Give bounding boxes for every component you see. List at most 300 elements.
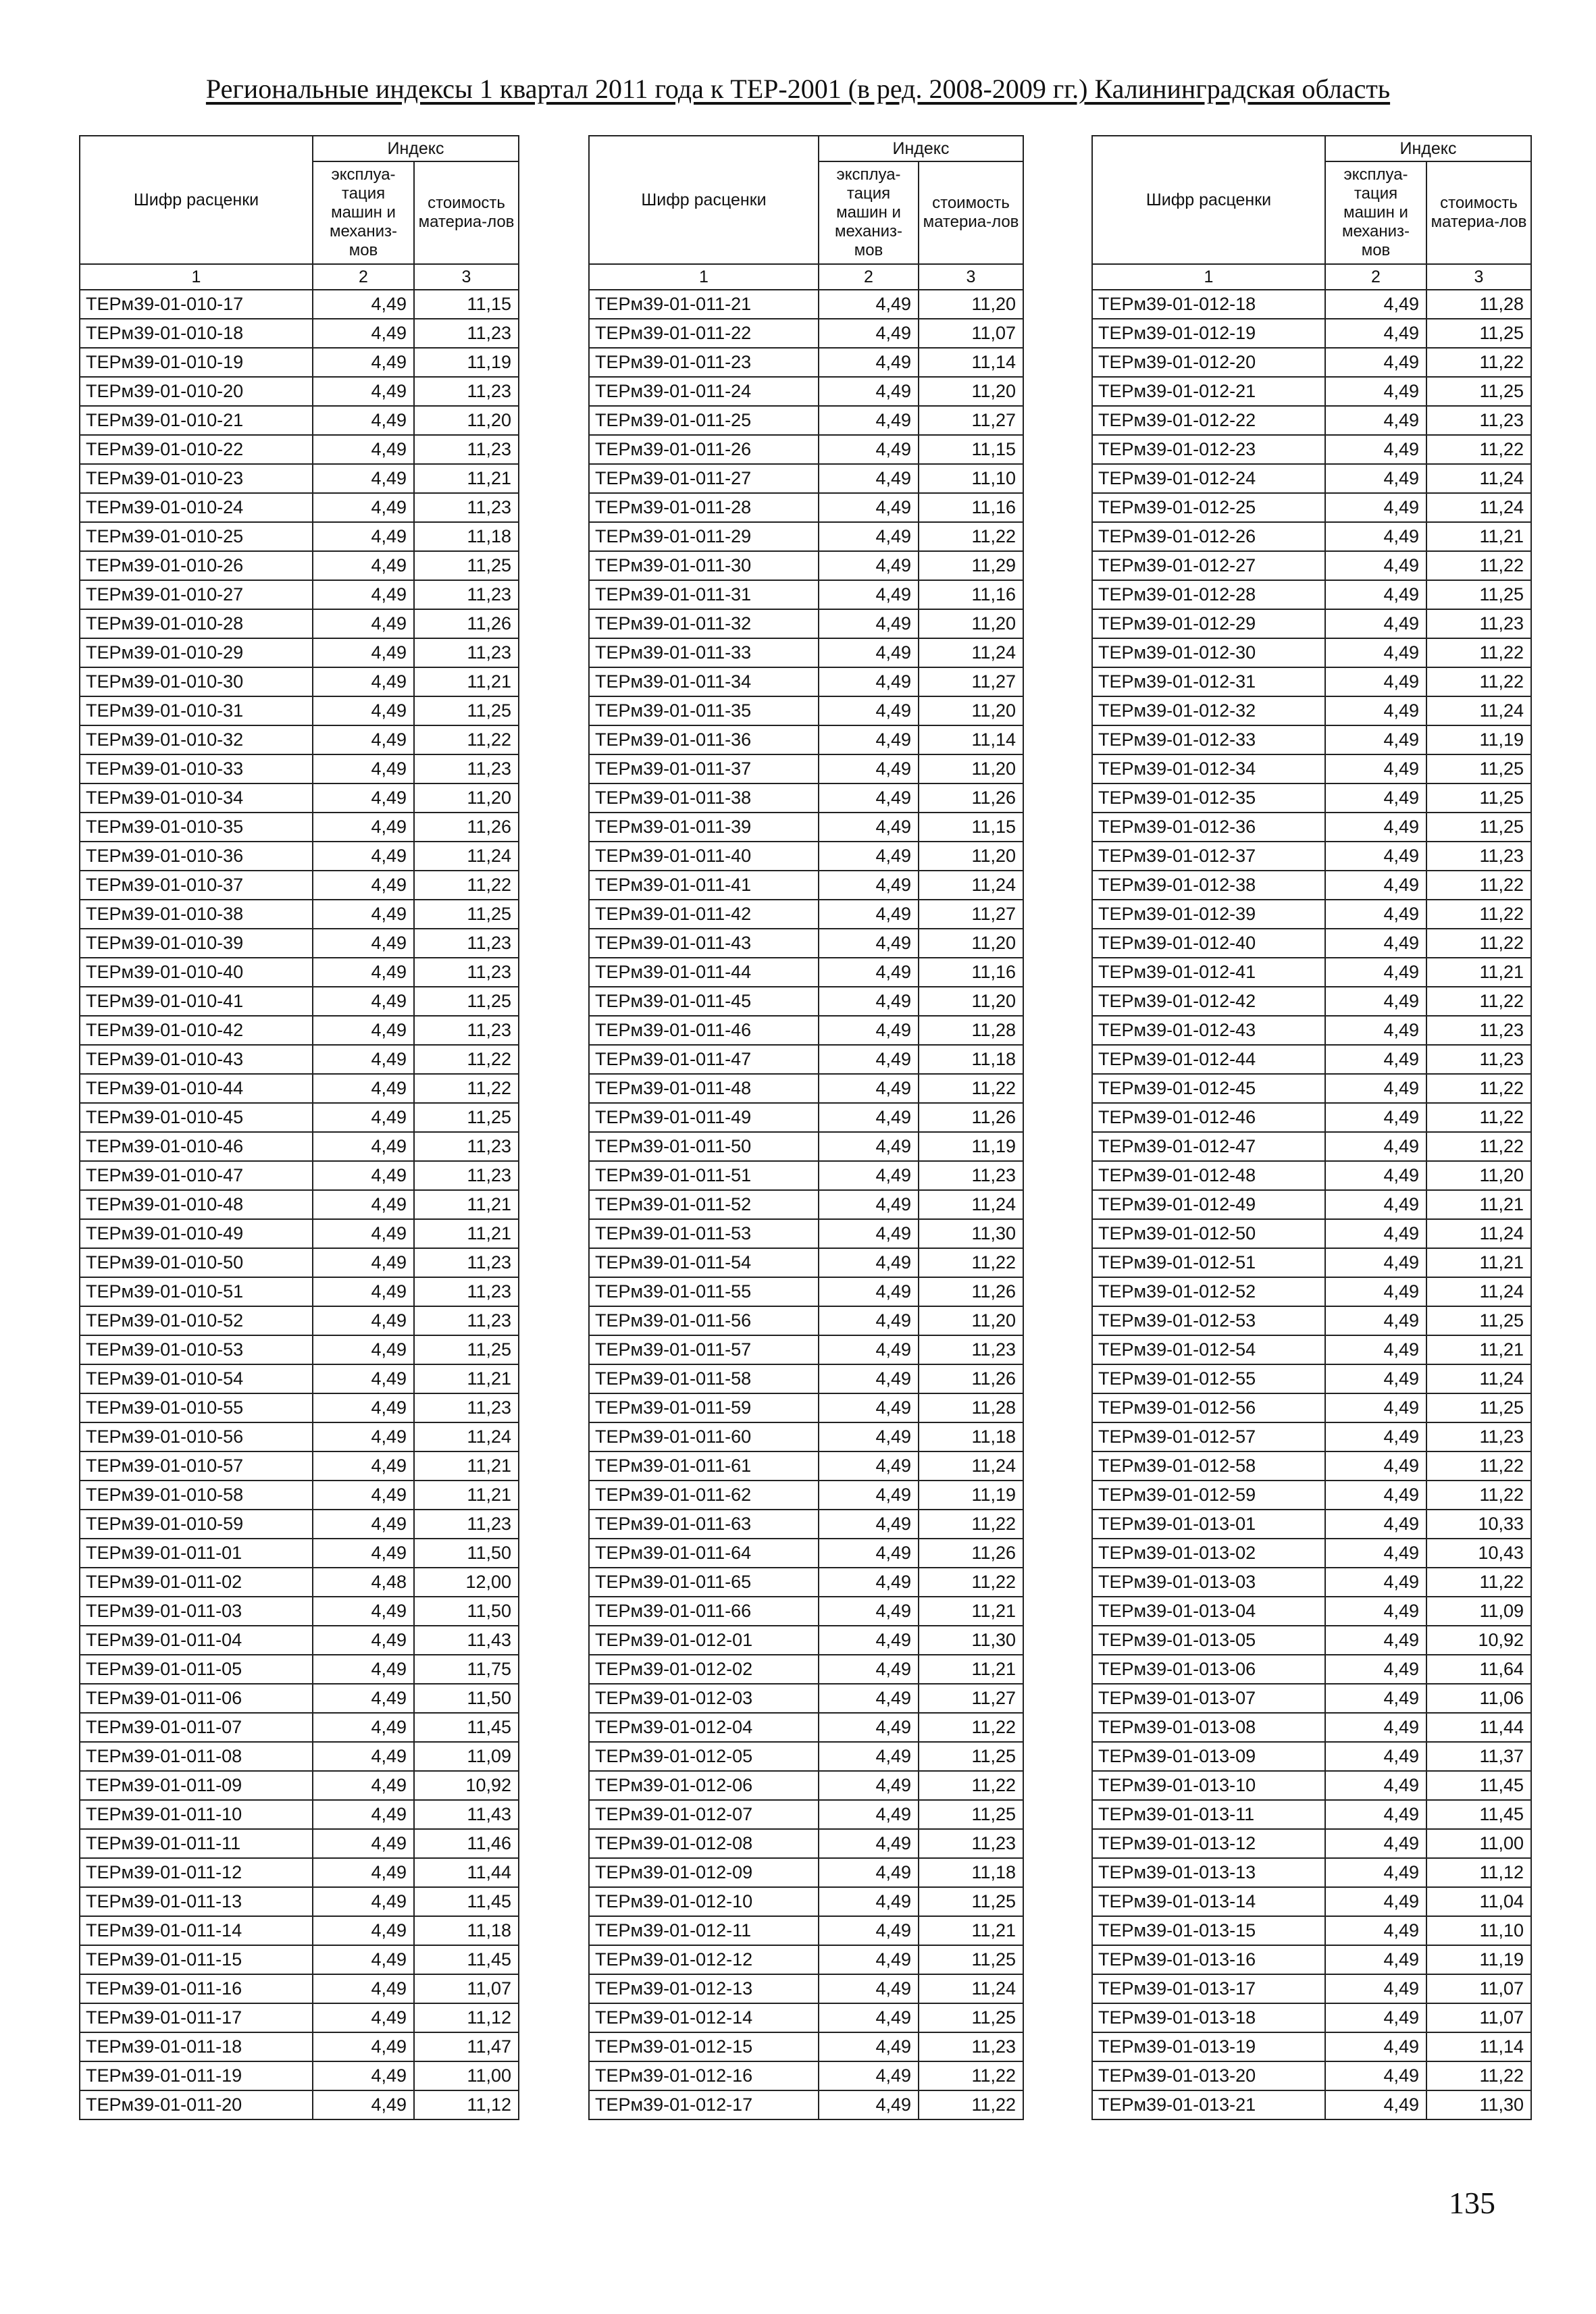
header-index: Индекс	[1325, 136, 1531, 161]
materials-index: 11,25	[1426, 783, 1531, 813]
machines-index: 4,49	[313, 1771, 414, 1800]
rate-cipher: ТЕРм39-01-012-12	[589, 1945, 819, 1974]
machines-index: 4,49	[1325, 2090, 1426, 2119]
machines-index: 4,48	[313, 1568, 414, 1597]
materials-index: 11,22	[414, 725, 519, 754]
materials-index: 11,22	[414, 1045, 519, 1074]
materials-index: 10,92	[414, 1771, 519, 1800]
machines-index: 4,49	[313, 2061, 414, 2090]
rate-cipher: ТЕРм39-01-011-23	[589, 348, 819, 377]
table-row	[80, 987, 519, 1016]
machines-index: 4,49	[1325, 1132, 1426, 1161]
materials-index: 11,18	[414, 522, 519, 551]
machines-index: 4,49	[819, 1016, 919, 1045]
machines-index: 4,49	[313, 754, 414, 783]
machines-index: 4,49	[819, 1481, 919, 1510]
rate-cipher: ТЕРм39-01-012-26	[1092, 522, 1325, 551]
materials-index: 11,25	[919, 1887, 1023, 1916]
table-row	[80, 609, 519, 638]
table-row	[1092, 464, 1531, 493]
materials-index: 11,15	[919, 435, 1023, 464]
rate-cipher: ТЕРм39-01-010-33	[80, 754, 313, 783]
table-row	[589, 696, 1023, 725]
materials-index: 11,20	[919, 929, 1023, 958]
rate-cipher: ТЕРм39-01-011-22	[589, 319, 819, 348]
rate-cipher: ТЕРм39-01-012-49	[1092, 1190, 1325, 1219]
machines-index: 4,49	[313, 871, 414, 900]
machines-index: 4,49	[1325, 290, 1426, 319]
materials-index: 11,21	[919, 1916, 1023, 1945]
materials-index: 11,25	[919, 1742, 1023, 1771]
table-row	[80, 958, 519, 987]
machines-index: 4,49	[819, 493, 919, 522]
materials-index: 11,24	[919, 1974, 1023, 2003]
materials-index: 11,10	[1426, 1916, 1531, 1945]
machines-index: 4,49	[819, 1219, 919, 1248]
machines-index: 4,49	[819, 1074, 919, 1103]
rate-cipher: ТЕРм39-01-010-32	[80, 725, 313, 754]
header-materials: стоимость материа-лов	[1426, 161, 1531, 264]
machines-index: 4,49	[1325, 377, 1426, 406]
rate-cipher: ТЕРм39-01-012-34	[1092, 754, 1325, 783]
rate-cipher: ТЕРм39-01-011-30	[589, 551, 819, 580]
machines-index: 4,49	[819, 638, 919, 667]
table-row	[1092, 290, 1531, 319]
machines-index: 4,49	[819, 2032, 919, 2061]
materials-index: 11,07	[414, 1974, 519, 2003]
table-row	[80, 1945, 519, 1974]
rate-cipher: ТЕРм39-01-013-19	[1092, 2032, 1325, 2061]
materials-index: 11,21	[1426, 1248, 1531, 1277]
rate-cipher: ТЕРм39-01-012-13	[589, 1974, 819, 2003]
materials-index: 11,22	[1426, 1481, 1531, 1510]
machines-index: 4,49	[819, 1974, 919, 2003]
table-row	[80, 1626, 519, 1655]
materials-index: 11,14	[1426, 2032, 1531, 2061]
machines-index: 4,49	[819, 900, 919, 929]
table-row	[80, 2003, 519, 2032]
table-row	[80, 551, 519, 580]
rate-cipher: ТЕРм39-01-011-37	[589, 754, 819, 783]
materials-index: 11,29	[919, 551, 1023, 580]
rate-cipher: ТЕРм39-01-012-51	[1092, 1248, 1325, 1277]
table-row	[80, 1771, 519, 1800]
materials-index: 11,25	[414, 900, 519, 929]
machines-index: 4,49	[313, 1306, 414, 1335]
table-row	[80, 1829, 519, 1858]
rate-cipher: ТЕРм39-01-011-02	[80, 1568, 313, 1597]
machines-index: 4,49	[1325, 551, 1426, 580]
machines-index: 4,49	[1325, 1887, 1426, 1916]
rate-cipher: ТЕРм39-01-013-14	[1092, 1887, 1325, 1916]
table-row	[1092, 1132, 1531, 1161]
rate-cipher: ТЕРм39-01-011-16	[80, 1974, 313, 2003]
machines-index: 4,49	[1325, 493, 1426, 522]
table-row	[80, 754, 519, 783]
header-materials: стоимость материа-лов	[414, 161, 519, 264]
materials-index: 11,00	[414, 2061, 519, 2090]
machines-index: 4,49	[1325, 1248, 1426, 1277]
rate-cipher: ТЕРм39-01-012-39	[1092, 900, 1325, 929]
machines-index: 4,49	[819, 696, 919, 725]
materials-index: 11,22	[1426, 987, 1531, 1016]
rate-cipher: ТЕРм39-01-011-64	[589, 1539, 819, 1568]
table-row	[589, 783, 1023, 813]
machines-index: 4,49	[819, 1916, 919, 1945]
materials-index: 11,21	[414, 1190, 519, 1219]
rate-cipher: ТЕРм39-01-011-62	[589, 1481, 819, 1510]
materials-index: 11,22	[1426, 871, 1531, 900]
materials-index: 11,47	[414, 2032, 519, 2061]
rate-cipher: ТЕРм39-01-011-52	[589, 1190, 819, 1219]
table-row	[589, 1016, 1023, 1045]
materials-index: 11,50	[414, 1539, 519, 1568]
machines-index: 4,49	[819, 319, 919, 348]
materials-index: 11,25	[1426, 377, 1531, 406]
rate-cipher: ТЕРм39-01-011-41	[589, 871, 819, 900]
rate-cipher: ТЕРм39-01-010-45	[80, 1103, 313, 1132]
machines-index: 4,49	[819, 1800, 919, 1829]
machines-index: 4,49	[819, 929, 919, 958]
machines-index: 4,49	[313, 1858, 414, 1887]
materials-index: 11,23	[1426, 406, 1531, 435]
table-row	[589, 987, 1023, 1016]
table-row	[589, 551, 1023, 580]
rate-cipher: ТЕРм39-01-012-55	[1092, 1364, 1325, 1393]
machines-index: 4,49	[819, 609, 919, 638]
rate-cipher: ТЕРм39-01-011-65	[589, 1568, 819, 1597]
materials-index: 11,22	[1426, 348, 1531, 377]
rate-cipher: ТЕРм39-01-011-39	[589, 813, 819, 842]
machines-index: 4,49	[1325, 1626, 1426, 1655]
materials-index: 11,45	[414, 1887, 519, 1916]
table-row	[589, 1829, 1023, 1858]
machines-index: 4,49	[313, 580, 414, 609]
table-row	[589, 725, 1023, 754]
materials-index: 11,15	[919, 813, 1023, 842]
table-row	[589, 1945, 1023, 1974]
materials-index: 11,25	[1426, 813, 1531, 842]
machines-index: 4,49	[819, 1248, 919, 1277]
table-row	[80, 1655, 519, 1684]
table-row	[80, 580, 519, 609]
machines-index: 4,49	[313, 1916, 414, 1945]
materials-index: 11,24	[414, 842, 519, 871]
materials-index: 11,26	[919, 1364, 1023, 1393]
materials-index: 11,24	[1426, 1364, 1531, 1393]
table-row	[589, 2003, 1023, 2032]
materials-index: 11,22	[1426, 435, 1531, 464]
materials-index: 11,27	[919, 900, 1023, 929]
rate-cipher: ТЕРм39-01-013-04	[1092, 1597, 1325, 1626]
materials-index: 11,22	[919, 1771, 1023, 1800]
machines-index: 4,49	[819, 1422, 919, 1451]
rate-cipher: ТЕРм39-01-010-25	[80, 522, 313, 551]
table-row	[589, 1771, 1023, 1800]
table-row	[589, 1248, 1023, 1277]
materials-index: 11,16	[919, 493, 1023, 522]
table-row	[589, 1539, 1023, 1568]
materials-index: 11,30	[919, 1219, 1023, 1248]
rate-cipher: ТЕРм39-01-010-49	[80, 1219, 313, 1248]
machines-index: 4,49	[313, 464, 414, 493]
rates-table-2	[588, 135, 1024, 2120]
rate-cipher: ТЕРм39-01-012-53	[1092, 1306, 1325, 1335]
table-row	[1092, 1655, 1531, 1684]
rate-cipher: ТЕРм39-01-011-48	[589, 1074, 819, 1103]
table-row	[589, 1219, 1023, 1248]
materials-index: 11,21	[414, 1451, 519, 1481]
table-row	[1092, 1219, 1531, 1248]
rate-cipher: ТЕРм39-01-010-26	[80, 551, 313, 580]
machines-index: 4,49	[1325, 638, 1426, 667]
header-col-number: 1	[1092, 264, 1325, 290]
table-row	[589, 1655, 1023, 1684]
machines-index: 4,49	[1325, 1364, 1426, 1393]
rate-cipher: ТЕРм39-01-012-37	[1092, 842, 1325, 871]
materials-index: 11,19	[1426, 1945, 1531, 1974]
rates-table-3	[1091, 135, 1532, 2120]
machines-index: 4,49	[313, 1074, 414, 1103]
table-row	[589, 638, 1023, 667]
rate-cipher: ТЕРм39-01-010-18	[80, 319, 313, 348]
materials-index: 11,25	[919, 1800, 1023, 1829]
materials-index: 11,22	[1426, 1568, 1531, 1597]
machines-index: 4,49	[1325, 1335, 1426, 1364]
materials-index: 11,23	[414, 1016, 519, 1045]
table-row	[1092, 1016, 1531, 1045]
materials-index: 11,22	[1426, 551, 1531, 580]
table-row	[80, 1916, 519, 1945]
rate-cipher: ТЕРм39-01-013-08	[1092, 1713, 1325, 1742]
rate-cipher: ТЕРм39-01-010-28	[80, 609, 313, 638]
rate-cipher: ТЕРм39-01-012-04	[589, 1713, 819, 1742]
rate-cipher: ТЕРм39-01-011-36	[589, 725, 819, 754]
table-row	[589, 464, 1023, 493]
materials-index: 11,23	[919, 1161, 1023, 1190]
table-row	[1092, 1364, 1531, 1393]
materials-index: 11,23	[1426, 842, 1531, 871]
header-cipher: Шифр расценки	[589, 136, 819, 264]
table-row	[1092, 1277, 1531, 1306]
rate-cipher: ТЕРм39-01-011-35	[589, 696, 819, 725]
table-row	[589, 2032, 1023, 2061]
table-row	[80, 1103, 519, 1132]
rate-cipher: ТЕРм39-01-010-34	[80, 783, 313, 813]
table-row	[589, 900, 1023, 929]
machines-index: 4,49	[313, 1045, 414, 1074]
machines-index: 4,49	[1325, 348, 1426, 377]
table-row	[1092, 1800, 1531, 1829]
machines-index: 4,49	[819, 2061, 919, 2090]
table-row	[589, 377, 1023, 406]
rate-cipher: ТЕРм39-01-011-19	[80, 2061, 313, 2090]
rate-cipher: ТЕРм39-01-010-50	[80, 1248, 313, 1277]
rate-cipher: ТЕРм39-01-011-13	[80, 1887, 313, 1916]
rate-cipher: ТЕРм39-01-011-45	[589, 987, 819, 1016]
machines-index: 4,49	[313, 2003, 414, 2032]
rate-cipher: ТЕРм39-01-011-43	[589, 929, 819, 958]
header-col-number: 2	[819, 264, 919, 290]
table-row	[589, 1074, 1023, 1103]
rate-cipher: ТЕРм39-01-010-54	[80, 1364, 313, 1393]
materials-index: 11,15	[414, 290, 519, 319]
materials-index: 11,23	[414, 1161, 519, 1190]
machines-index: 4,49	[313, 1713, 414, 1742]
machines-index: 4,49	[1325, 1539, 1426, 1568]
materials-index: 11,19	[1426, 725, 1531, 754]
materials-index: 11,24	[1426, 493, 1531, 522]
machines-index: 4,49	[313, 987, 414, 1016]
rate-cipher: ТЕРм39-01-011-54	[589, 1248, 819, 1277]
machines-index: 4,49	[1325, 464, 1426, 493]
machines-index: 4,49	[1325, 754, 1426, 783]
machines-index: 4,49	[313, 609, 414, 638]
materials-index: 11,75	[414, 1655, 519, 1684]
table-row	[80, 1248, 519, 1277]
machines-index: 4,49	[819, 1393, 919, 1422]
rate-cipher: ТЕРм39-01-013-20	[1092, 2061, 1325, 2090]
table-row	[1092, 1161, 1531, 1190]
rate-cipher: ТЕРм39-01-011-08	[80, 1742, 313, 1771]
materials-index: 12,00	[414, 1568, 519, 1597]
materials-index: 11,23	[919, 1829, 1023, 1858]
rate-cipher: ТЕРм39-01-012-47	[1092, 1132, 1325, 1161]
table-row	[80, 696, 519, 725]
rate-cipher: ТЕРм39-01-011-20	[80, 2090, 313, 2119]
materials-index: 11,22	[1426, 667, 1531, 696]
machines-index: 4,49	[819, 1103, 919, 1132]
rate-cipher: ТЕРм39-01-010-35	[80, 813, 313, 842]
table-row	[1092, 580, 1531, 609]
rates-table-1	[79, 135, 519, 2120]
materials-index: 11,22	[919, 1074, 1023, 1103]
rate-cipher: ТЕРм39-01-012-59	[1092, 1481, 1325, 1510]
rate-cipher: ТЕРм39-01-010-31	[80, 696, 313, 725]
machines-index: 4,49	[313, 290, 414, 319]
table-row	[80, 319, 519, 348]
materials-index: 10,92	[1426, 1626, 1531, 1655]
rate-cipher: ТЕРм39-01-010-21	[80, 406, 313, 435]
table-row	[80, 1539, 519, 1568]
header-cipher: Шифр расценки	[1092, 136, 1325, 264]
machines-index: 4,49	[1325, 435, 1426, 464]
machines-index: 4,49	[313, 435, 414, 464]
machines-index: 4,49	[313, 1974, 414, 2003]
machines-index: 4,49	[1325, 1684, 1426, 1713]
materials-index: 11,14	[919, 348, 1023, 377]
machines-index: 4,49	[313, 1597, 414, 1626]
table-row	[80, 667, 519, 696]
machines-index: 4,49	[313, 1016, 414, 1045]
machines-index: 4,49	[313, 377, 414, 406]
rate-cipher: ТЕРм39-01-012-58	[1092, 1451, 1325, 1481]
rate-cipher: ТЕРм39-01-011-60	[589, 1422, 819, 1451]
machines-index: 4,49	[1325, 406, 1426, 435]
materials-index: 11,07	[1426, 1974, 1531, 2003]
rate-cipher: ТЕРм39-01-010-23	[80, 464, 313, 493]
materials-index: 11,09	[1426, 1597, 1531, 1626]
rate-cipher: ТЕРм39-01-012-35	[1092, 783, 1325, 813]
materials-index: 11,21	[1426, 1190, 1531, 1219]
table-row	[589, 1335, 1023, 1364]
rate-cipher: ТЕРм39-01-010-55	[80, 1393, 313, 1422]
rate-cipher: ТЕРм39-01-011-14	[80, 1916, 313, 1945]
materials-index: 11,26	[919, 1539, 1023, 1568]
rate-cipher: ТЕРм39-01-011-40	[589, 842, 819, 871]
rate-cipher: ТЕРм39-01-012-38	[1092, 871, 1325, 900]
rate-cipher: ТЕРм39-01-012-19	[1092, 319, 1325, 348]
table-row	[589, 1364, 1023, 1393]
materials-index: 11,25	[414, 696, 519, 725]
table-row	[589, 1974, 1023, 2003]
table-row	[80, 1713, 519, 1742]
rate-cipher: ТЕРм39-01-011-12	[80, 1858, 313, 1887]
materials-index: 11,18	[919, 1422, 1023, 1451]
machines-index: 4,49	[313, 1887, 414, 1916]
machines-index: 4,49	[819, 754, 919, 783]
rate-cipher: ТЕРм39-01-013-18	[1092, 2003, 1325, 2032]
rate-cipher: ТЕРм39-01-013-13	[1092, 1858, 1325, 1887]
table-row	[1092, 1074, 1531, 1103]
table-row	[589, 1510, 1023, 1539]
machines-index: 4,49	[819, 958, 919, 987]
machines-index: 4,49	[1325, 1771, 1426, 1800]
table-row	[80, 1422, 519, 1451]
header-index: Индекс	[313, 136, 519, 161]
materials-index: 11,23	[414, 958, 519, 987]
machines-index: 4,49	[313, 1800, 414, 1829]
materials-index: 10,43	[1426, 1539, 1531, 1568]
header-col-number: 1	[80, 264, 313, 290]
rate-cipher: ТЕРм39-01-012-01	[589, 1626, 819, 1655]
rate-cipher: ТЕРм39-01-011-21	[589, 290, 819, 319]
rate-cipher: ТЕРм39-01-012-33	[1092, 725, 1325, 754]
machines-index: 4,49	[313, 2090, 414, 2119]
rate-cipher: ТЕРм39-01-010-46	[80, 1132, 313, 1161]
materials-index: 11,21	[1426, 522, 1531, 551]
machines-index: 4,49	[1325, 1655, 1426, 1684]
materials-index: 11,28	[1426, 290, 1531, 319]
table-row	[1092, 1829, 1531, 1858]
table-row	[589, 842, 1023, 871]
header-col-number: 1	[589, 264, 819, 290]
table-row	[589, 1597, 1023, 1626]
table-row	[80, 1074, 519, 1103]
table-row	[1092, 958, 1531, 987]
materials-index: 11,23	[414, 1510, 519, 1539]
machines-index: 4,49	[1325, 1568, 1426, 1597]
table-row	[589, 2090, 1023, 2119]
materials-index: 11,21	[1426, 1335, 1531, 1364]
materials-index: 11,22	[1426, 929, 1531, 958]
rate-cipher: ТЕРм39-01-011-63	[589, 1510, 819, 1539]
table-row	[80, 1684, 519, 1713]
rate-cipher: ТЕРм39-01-011-03	[80, 1597, 313, 1626]
rate-cipher: ТЕРм39-01-011-01	[80, 1539, 313, 1568]
table-row	[80, 1132, 519, 1161]
machines-index: 4,49	[1325, 609, 1426, 638]
table-row	[1092, 1568, 1531, 1597]
materials-index: 11,50	[414, 1597, 519, 1626]
rate-cipher: ТЕРм39-01-012-07	[589, 1800, 819, 1829]
machines-index: 4,49	[1325, 1219, 1426, 1248]
materials-index: 11,04	[1426, 1887, 1531, 1916]
machines-index: 4,49	[1325, 580, 1426, 609]
table-row	[589, 1742, 1023, 1771]
rate-cipher: ТЕРм39-01-013-12	[1092, 1829, 1325, 1858]
materials-index: 11,23	[1426, 1422, 1531, 1451]
